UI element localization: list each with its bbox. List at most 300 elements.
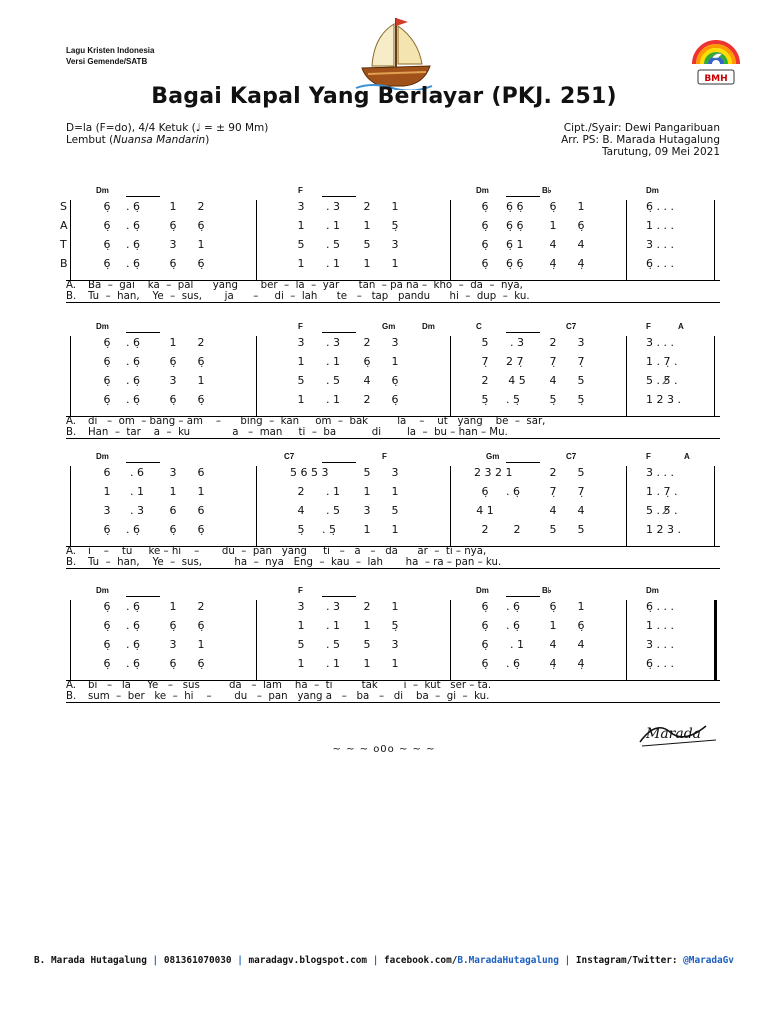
note-cell: . 6̣ — [126, 393, 140, 406]
note-cell: . 1 — [326, 393, 340, 406]
footer-phone: 081361070030 — [163, 955, 232, 966]
note-cell: 3 — [391, 466, 399, 479]
note-cell: 5 . 5̸ . — [646, 374, 678, 387]
svg-text:BMH: BMH — [704, 74, 728, 84]
note-cell: 4̣ — [549, 657, 557, 670]
note-cell: 1 — [577, 600, 585, 613]
note-cell: 7̣ — [481, 355, 489, 368]
bar-line — [714, 600, 717, 680]
note-cell: 6̣ — [481, 619, 489, 632]
beam-line — [506, 462, 540, 463]
note-cell: 3 — [391, 238, 399, 251]
bar-line — [626, 336, 627, 416]
note-cell: 3 — [169, 638, 177, 651]
note-cell: 1 — [391, 523, 399, 536]
publisher-line-1: Lagu Kristen Indonesia — [66, 46, 155, 55]
note-cell: 1 . . . — [646, 219, 674, 232]
verse-label: A. — [66, 416, 77, 427]
song-title: Bagai Kapal Yang Berlayar (PKJ. 251) — [151, 84, 617, 109]
note-cell: 4̣ — [577, 257, 585, 270]
note-cell: . 3 — [130, 504, 144, 517]
bar-line — [70, 336, 71, 416]
note-cell: . 1 — [326, 355, 340, 368]
note-cell: 4 — [577, 504, 585, 517]
note-cell: . 1 — [326, 657, 340, 670]
note-cell: 6̣ — [363, 355, 371, 368]
note-cell: 2 — [197, 200, 205, 213]
beam-line — [322, 196, 356, 197]
note-cell: 1 . 7̣ . — [646, 485, 678, 498]
note-cell: 3 — [391, 336, 399, 349]
note-cell: 6̣ — [577, 619, 585, 632]
note-cell: 6̣ — [103, 257, 111, 270]
note-cell: 1 — [297, 393, 305, 406]
note-cell: . 3 — [326, 336, 340, 349]
note-cell: 3 — [169, 238, 177, 251]
note-cell: 5 — [577, 466, 585, 479]
chord-symbol: B♭ — [542, 586, 552, 595]
chord-symbol: F — [646, 322, 651, 331]
note-cell: 6̣ — [481, 657, 489, 670]
note-cell: 5 — [363, 466, 371, 479]
note-cell: 6̣ — [103, 355, 111, 368]
note-cell: . 1 — [326, 257, 340, 270]
note-cell: 1 — [363, 619, 371, 632]
sailing-ship-illustration — [352, 14, 436, 90]
note-cell: 1 — [169, 485, 177, 498]
beam-line — [506, 332, 540, 333]
note-cell: 1 — [549, 619, 557, 632]
note-cell: 4 — [549, 638, 557, 651]
note-cell: 3 — [297, 336, 305, 349]
note-cell: 2 3 2 1 — [474, 466, 513, 479]
note-cell: 2 — [197, 600, 205, 613]
verse-label: B. — [66, 557, 77, 568]
system-separator — [66, 438, 720, 439]
note-cell: 6̣ — [103, 200, 111, 213]
note-cell: 5̣ — [549, 393, 557, 406]
note-cell: . 6̣ — [126, 374, 140, 387]
note-cell: 6̣ — [481, 238, 489, 251]
bar-line — [70, 200, 71, 280]
lyric-text: i – tu ke – hi – du – pan yang ti – a – da ar – ti – nya, — [88, 546, 487, 557]
chord-symbol: C — [476, 322, 482, 331]
note-cell: 1 — [297, 257, 305, 270]
note-cell: 5̣ — [391, 219, 399, 232]
note-cell: 7̣ — [577, 355, 585, 368]
note-cell: 6̣ — [169, 523, 177, 536]
note-cell: 6̣ — [169, 619, 177, 632]
lyric-line — [66, 427, 508, 438]
note-cell: 6̣ — [103, 393, 111, 406]
note-cell: 3 . . . — [646, 336, 674, 349]
beam-line — [506, 196, 540, 197]
bar-line — [450, 466, 451, 546]
note-cell: 5 — [297, 238, 305, 251]
note-cell: 5 — [297, 638, 305, 651]
beam-line — [322, 462, 356, 463]
note-cell: 6 — [197, 504, 205, 517]
note-cell: 6̣ — [481, 600, 489, 613]
note-cell: 6̣ . . . — [646, 657, 674, 670]
note-cell: 1 — [197, 374, 205, 387]
note-cell: . 6̣ — [506, 657, 520, 670]
chord-symbol: F — [646, 452, 651, 461]
chord-symbol: Dm — [96, 186, 109, 195]
chord-symbol: Dm — [96, 322, 109, 331]
lyric-line — [66, 557, 501, 568]
note-cell: 2 — [549, 466, 557, 479]
note-cell: 3 — [363, 504, 371, 517]
note-cell: 1 . 7̣ . — [646, 355, 678, 368]
arranger: Arr. PS: B. Marada Hutagalung — [561, 134, 720, 146]
note-cell: 1 — [363, 485, 371, 498]
footer-facebook[interactable]: B.MaradaHutagalung — [457, 955, 559, 966]
chord-symbol: C7 — [566, 322, 577, 331]
note-cell: 1 — [363, 219, 371, 232]
beam-line — [126, 332, 160, 333]
note-cell: . 6̣ — [126, 257, 140, 270]
chord-symbol: Gm — [382, 322, 396, 331]
verse-label: A. — [66, 546, 77, 557]
note-cell: 6̣ — [169, 393, 177, 406]
note-cell: . 6̣ — [506, 619, 520, 632]
note-cell: 6̣ — [197, 619, 205, 632]
composer: Cipt./Syair: Dewi Pangaribuan — [563, 122, 720, 134]
note-cell: 6̣ — [169, 219, 177, 232]
note-cell: 1 — [197, 238, 205, 251]
note-cell: 3 — [103, 504, 111, 517]
note-cell: 3 — [297, 600, 305, 613]
lyric-text: Tu – han, Ye – sus, ha – nya Eng – kau – lah ha – ra – pan – ku. — [88, 557, 502, 568]
note-cell: 4̣ — [549, 257, 557, 270]
note-cell: 6̣ — [169, 355, 177, 368]
note-cell: 1 — [549, 219, 557, 232]
note-cell: 6̣ . . . — [646, 257, 674, 270]
chord-symbol: F — [298, 322, 303, 331]
note-cell: 7̣ — [549, 485, 557, 498]
chord-symbol: Dm — [646, 186, 659, 195]
note-cell: 5 — [577, 523, 585, 536]
note-cell: 1 — [169, 336, 177, 349]
note-cell: 2 — [513, 523, 521, 536]
chord-symbol: Dm — [96, 586, 109, 595]
note-cell: 4 — [549, 374, 557, 387]
note-cell: 6̣ — [197, 523, 205, 536]
note-cell: . 6̣ — [126, 523, 140, 536]
note-cell: . 1 — [326, 619, 340, 632]
note-cell: . 6̣ — [506, 600, 520, 613]
chord-symbol: A — [678, 322, 684, 331]
note-cell: 4 — [577, 238, 585, 251]
note-cell: 1 — [103, 485, 111, 498]
note-cell: 4 — [577, 638, 585, 651]
note-cell: 6̣ — [103, 523, 111, 536]
note-cell: 3 — [169, 374, 177, 387]
note-cell: 1 — [391, 600, 399, 613]
footer: B. Marada Hutagalung | 081361070030 | maradagv.blogspot.com | facebook.com/B.MaradaHutagalung | Instagram/Twitter: @MaradaGv — [34, 955, 734, 966]
note-cell: 3 — [391, 638, 399, 651]
note-cell: 6̣ — [391, 393, 399, 406]
note-cell: . 3 — [326, 200, 340, 213]
lyric-line — [66, 280, 523, 291]
note-cell: 6̣ — [103, 600, 111, 613]
note-cell: 6̣ 1 — [506, 238, 524, 251]
lyric-text: di – om – bang – am – bing – kan om – bak la – ut yang be – sar, — [88, 416, 546, 427]
note-cell: 6̣ 6̣ — [506, 200, 524, 213]
note-cell: . 6̣ — [506, 485, 520, 498]
chord-symbol: Dm — [422, 322, 435, 331]
lyric-text: Tu – han, Ye – sus, ja – di – lah te – tap pandu hi – dup – ku. — [88, 291, 530, 302]
note-cell: 2 7̣ — [506, 355, 524, 368]
note-cell: 6̣ — [481, 257, 489, 270]
bar-line — [256, 336, 257, 416]
beam-line — [126, 462, 160, 463]
lyric-text: Han – tar a – ku a – man ti – ba di la – bu – han – Mu. — [88, 427, 508, 438]
note-cell: 1 . . . — [646, 619, 674, 632]
note-cell: 6̣ — [481, 219, 489, 232]
note-cell: 6̣ — [103, 219, 111, 232]
bar-line — [256, 200, 257, 280]
beam-line — [322, 596, 356, 597]
lyric-separator — [66, 680, 720, 681]
note-cell: . 1 — [510, 638, 524, 651]
chord-symbol: F — [298, 586, 303, 595]
lyric-line — [66, 680, 491, 691]
note-cell: 1 2 3 . — [646, 523, 681, 536]
lyric-text: Ba – gai ka – pal yang ber – la – yar tan – pa na – kho – da – nya, — [88, 280, 523, 291]
note-cell: 6̣ — [197, 657, 205, 670]
ornament: ~ ~ ~ o0o ~ ~ ~ — [332, 744, 436, 755]
note-cell: 2 — [363, 200, 371, 213]
system-separator — [66, 702, 720, 703]
note-cell: 6̣ — [103, 238, 111, 251]
bar-line — [714, 336, 715, 416]
note-cell: 4 1 — [476, 504, 494, 517]
note-cell: . 6̣ — [126, 336, 140, 349]
note-cell: 7̣ — [577, 485, 585, 498]
note-cell: 5 . 5̸ . — [646, 504, 678, 517]
note-cell: 2 — [363, 393, 371, 406]
note-cell: . 6̣ — [126, 238, 140, 251]
voice-label: T — [60, 238, 67, 251]
voice-label: B — [60, 257, 68, 270]
note-cell: 5 — [549, 523, 557, 536]
note-cell: 5̣ — [577, 393, 585, 406]
note-cell: . 6̣ — [126, 355, 140, 368]
note-cell: 6̣ — [197, 355, 205, 368]
verse-label: B. — [66, 291, 77, 302]
chord-symbol: Dm — [96, 452, 109, 461]
note-cell: 6̣ . . . — [646, 600, 674, 613]
bar-line — [70, 466, 71, 546]
note-cell: 6̣ . . . — [646, 200, 674, 213]
note-cell: 4 — [297, 504, 305, 517]
note-cell: . 5 — [326, 374, 340, 387]
chord-symbol: F — [298, 186, 303, 195]
note-cell: 1 — [197, 485, 205, 498]
note-cell: 1 — [169, 200, 177, 213]
chord-symbol: F — [382, 452, 387, 461]
note-cell: 5̣ — [481, 393, 489, 406]
note-cell: 1 — [197, 638, 205, 651]
lyric-separator — [66, 416, 720, 417]
note-cell: . 5̣ — [506, 393, 520, 406]
note-cell: 6 — [169, 504, 177, 517]
note-cell: . 1 — [326, 219, 340, 232]
note-cell: . 6̣ — [126, 600, 140, 613]
note-cell: 6̣ — [197, 219, 205, 232]
note-cell: 1 — [391, 657, 399, 670]
bar-line — [626, 200, 627, 280]
note-cell: . 1 — [130, 485, 144, 498]
lyric-text: sum – ber ke – hi – du – pan yang a – ba – di ba – gi – ku. — [88, 691, 490, 702]
note-cell: 6̣ — [481, 200, 489, 213]
note-cell: . 3 — [510, 336, 524, 349]
note-cell: 6̣ — [103, 336, 111, 349]
style-note: Lembut (Nuansa Mandarin) — [66, 134, 210, 146]
note-cell: 6̣ — [103, 638, 111, 651]
note-cell: 1 — [577, 200, 585, 213]
note-cell: 3 — [297, 200, 305, 213]
note-cell: 1 — [363, 257, 371, 270]
note-cell: 6 — [197, 466, 205, 479]
lyric-line — [66, 416, 545, 427]
note-cell: 2 — [549, 336, 557, 349]
verse-label: A. — [66, 680, 77, 691]
note-cell: 4̣ — [577, 657, 585, 670]
svg-text:Marada: Marada — [646, 726, 702, 742]
chord-symbol: Dm — [476, 586, 489, 595]
lyric-separator — [66, 546, 720, 547]
beam-line — [126, 196, 160, 197]
note-cell: 6̣ — [197, 257, 205, 270]
note-cell: 6̣ — [481, 638, 489, 651]
note-cell: . 6̣ — [126, 638, 140, 651]
bar-line — [256, 600, 257, 680]
note-cell: . 5 — [326, 638, 340, 651]
footer-name: B. Marada Hutagalung — [34, 955, 147, 966]
voice-label: A — [60, 219, 68, 232]
beam-line — [126, 596, 160, 597]
note-cell: . 5 — [326, 504, 340, 517]
note-cell: 4 5 — [508, 374, 526, 387]
note-cell: 5 — [481, 336, 489, 349]
verse-label: A. — [66, 280, 77, 291]
bar-line — [714, 466, 715, 546]
note-cell: 1 — [391, 355, 399, 368]
chord-symbol: C7 — [566, 452, 577, 461]
note-cell: 3 . . . — [646, 238, 674, 251]
note-cell: 6̣ — [103, 374, 111, 387]
note-cell: 2 — [197, 336, 205, 349]
verse-label: B. — [66, 427, 77, 438]
note-cell: 2 — [481, 374, 489, 387]
note-cell: 3 . . . — [646, 466, 674, 479]
bar-line — [450, 200, 451, 280]
signature — [636, 712, 722, 750]
footer-social[interactable]: @MaradaGv — [683, 955, 734, 966]
note-cell: 5 — [363, 238, 371, 251]
note-cell: 2 — [297, 485, 305, 498]
note-cell: 6̣ — [197, 393, 205, 406]
lyric-line — [66, 691, 489, 702]
note-cell: . 6̣ — [126, 657, 140, 670]
publisher-line-2: Versi Gemende/SATB — [66, 57, 148, 66]
bar-line — [450, 600, 451, 680]
note-cell: 6̣ — [481, 485, 489, 498]
note-cell: 5 — [391, 504, 399, 517]
note-cell: 5 — [297, 374, 305, 387]
note-cell: . 5̣ — [322, 523, 336, 536]
note-cell: 6̣ — [391, 374, 399, 387]
note-cell: 6̣ 6̣ — [506, 219, 524, 232]
note-cell: . 3 — [326, 600, 340, 613]
note-cell: . 1 — [326, 485, 340, 498]
chord-symbol: Dm — [646, 586, 659, 595]
note-cell: 4 — [363, 374, 371, 387]
bar-line — [70, 600, 71, 680]
system-separator — [66, 302, 720, 303]
note-cell: . 6̣ — [126, 219, 140, 232]
note-cell: 6̣ — [549, 600, 557, 613]
bar-line — [714, 200, 715, 280]
rainbow-logo — [692, 30, 740, 86]
note-cell: 4 — [549, 504, 557, 517]
note-cell: 7̣ — [549, 355, 557, 368]
note-cell: . 5 — [326, 238, 340, 251]
note-cell: . 6̣ — [126, 619, 140, 632]
note-cell: 3 — [577, 336, 585, 349]
chord-symbol: Gm — [486, 452, 500, 461]
note-cell: 6̣ — [103, 619, 111, 632]
note-cell: 6̣ — [169, 657, 177, 670]
lyric-line — [66, 546, 486, 557]
note-cell: 1 — [297, 619, 305, 632]
lyric-text: bi – la Ye – sus da – lam ha – ti tak i – kut ser – ta. — [88, 680, 492, 691]
chord-symbol: A — [684, 452, 690, 461]
chord-symbol: Dm — [476, 186, 489, 195]
note-cell: 6̣ — [169, 257, 177, 270]
note-cell: 1 — [297, 657, 305, 670]
note-cell: 6̣ — [577, 219, 585, 232]
beam-line — [506, 596, 540, 597]
bar-line — [450, 336, 451, 416]
note-cell: 5 — [577, 374, 585, 387]
note-cell: 2 — [363, 600, 371, 613]
bar-line — [626, 600, 627, 680]
footer-blog[interactable]: maradagv.blogspot.com — [248, 955, 368, 966]
note-cell: 5 6 5 3 — [290, 466, 329, 479]
note-cell: . 6̣ — [126, 200, 140, 213]
note-cell: 6̣ — [549, 200, 557, 213]
note-cell: 2 — [481, 523, 489, 536]
note-cell: 5̣ — [297, 523, 305, 536]
note-cell: 1 — [391, 485, 399, 498]
key-tempo: D=la (F=do), 4/4 Ketuk (♩ = ± 90 Mm) — [66, 122, 269, 134]
lyric-separator — [66, 280, 720, 281]
note-cell: 6 — [103, 466, 111, 479]
note-cell: 3 . . . — [646, 638, 674, 651]
verse-label: B. — [66, 691, 77, 702]
note-cell: 1 — [297, 355, 305, 368]
lyric-line — [66, 291, 530, 302]
note-cell: 3 — [169, 466, 177, 479]
note-cell: 6̣ — [103, 657, 111, 670]
note-cell: . 6 — [130, 466, 144, 479]
note-cell: 1 2 3 . — [646, 393, 681, 406]
bar-line — [256, 466, 257, 546]
